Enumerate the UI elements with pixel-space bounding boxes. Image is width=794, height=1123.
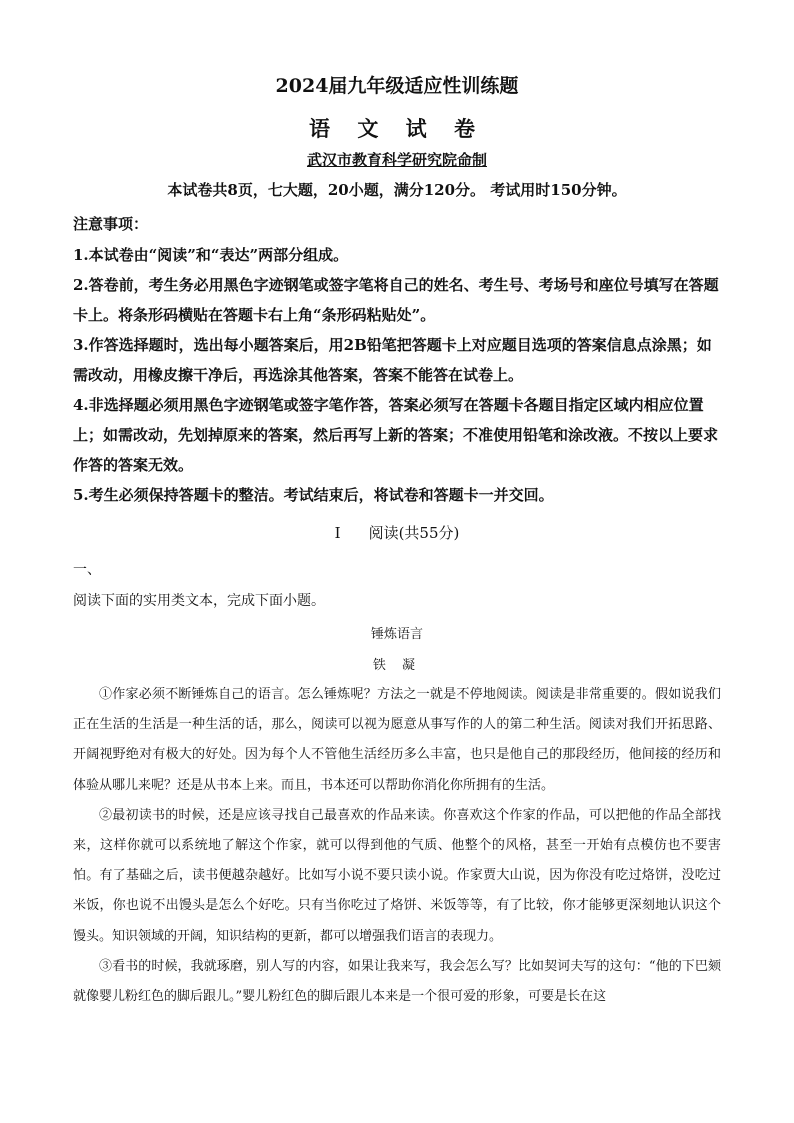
- notice-item: 5.考生必须保持答题卡的整洁。考试结束后，将试卷和答题卡一并交回。: [73, 486, 554, 504]
- notice-item: 2.答卷前，考生务必用黑色字迹钢笔或签字笔将自己的姓名、考生号、考场号和座位号填写在答题卡上。将条形码横贴在答题卡右上角“条形码粘贴处”。: [73, 276, 719, 324]
- section-roman: Ⅰ: [334, 524, 341, 542]
- article-paragraph: ②最初读书的时候，还是应该寻找自己最喜欢的作品来读。你喜欢这个作家的作品，可以把他的作品全部找来，这样你就可以系统地了解这个作家，就可以得到他的气质、他整个的风格，甚至一开始有点模仿也不要害怕。有了基础之后，读书便越杂越好。比如写小说不要只读小说。作家贾大山说，因为你没有吃过烙饼，没吃过米饭，你也说不出馒头是怎么个好吃。只有当你吃过了烙饼、米饭等等，有了比较，你才能够更深刻地认识这个馒头。知识领域的开阔，知识结构的更新，都可以增强我们语言的表现力。: [73, 807, 721, 944]
- issuer-line: 武汉市教育科学研究院命制: [306, 151, 487, 169]
- section-heading: [0, 522, 794, 543]
- exam-title: 2024届九年级适应性训练题: [275, 75, 519, 97]
- notice-item: 4.非选择题必须用黑色字迹钢笔或签字笔作答，答案必须写在答题卡各题目指定区域内相应位置上；如需改动，先划掉原来的答案，然后再写上新的答案；不准使用铅笔和涂改液。不按以上要求作答的答案无效。: [73, 396, 719, 474]
- exam-info: 本试卷共8页，七大题，20小题，满分120分。 考试用时150分钟。: [167, 181, 627, 199]
- instruction-text: 阅读下面的实用类文本，完成下面小题。: [73, 593, 325, 609]
- notice-item: 3.作答选择题时，选出每小题答案后，用2B铅笔把答题卡上对应题目选项的答案信息点涂黑；如需改动，用橡皮擦干净后，再选涂其他答案，答案不能答在试卷上。: [73, 336, 712, 384]
- article-body: [73, 680, 721, 1012]
- article-author: 铁 凝: [372, 658, 422, 673]
- notice-heading: 注意事项：: [73, 215, 149, 233]
- subject-title: 语 文 试 卷: [309, 116, 485, 141]
- article-title: 锤炼语言: [370, 627, 423, 642]
- article-paragraph: ③看书的时候，我就琢磨，别人写的内容，如果让我来写，我会怎么写？比如契诃夫写的这句：“他的下巴颏就像婴儿粉红色的脚后跟儿。”婴儿粉红色的脚后跟儿本来是一个很可爱的形象，可要是长在这: [73, 958, 721, 1005]
- article-paragraph: ①作家必须不断锤炼自己的语言。怎么锤炼呢？方法之一就是不停地阅读。阅读是非常重要的。假如说我们正在生活的生活是一种生活的话，那么，阅读可以视为愿意从事写作的人的第二种生活。阅读对我们开拓思路、开阔视野绝对有极大的好处。因为每个人不管他生活经历多么丰富，也只是他自己的那段经历，他间接的经历和体验从哪儿来呢？还是从书本上来。而且，书本还可以帮助你消化你所拥有的生活。: [73, 687, 721, 793]
- notice-item: 1.本试卷由“阅读”和“表达”两部分组成。: [73, 246, 349, 264]
- section-title: 阅读(共55分): [368, 524, 460, 542]
- notice-list: [73, 240, 721, 510]
- question-number: 一、: [73, 562, 101, 578]
